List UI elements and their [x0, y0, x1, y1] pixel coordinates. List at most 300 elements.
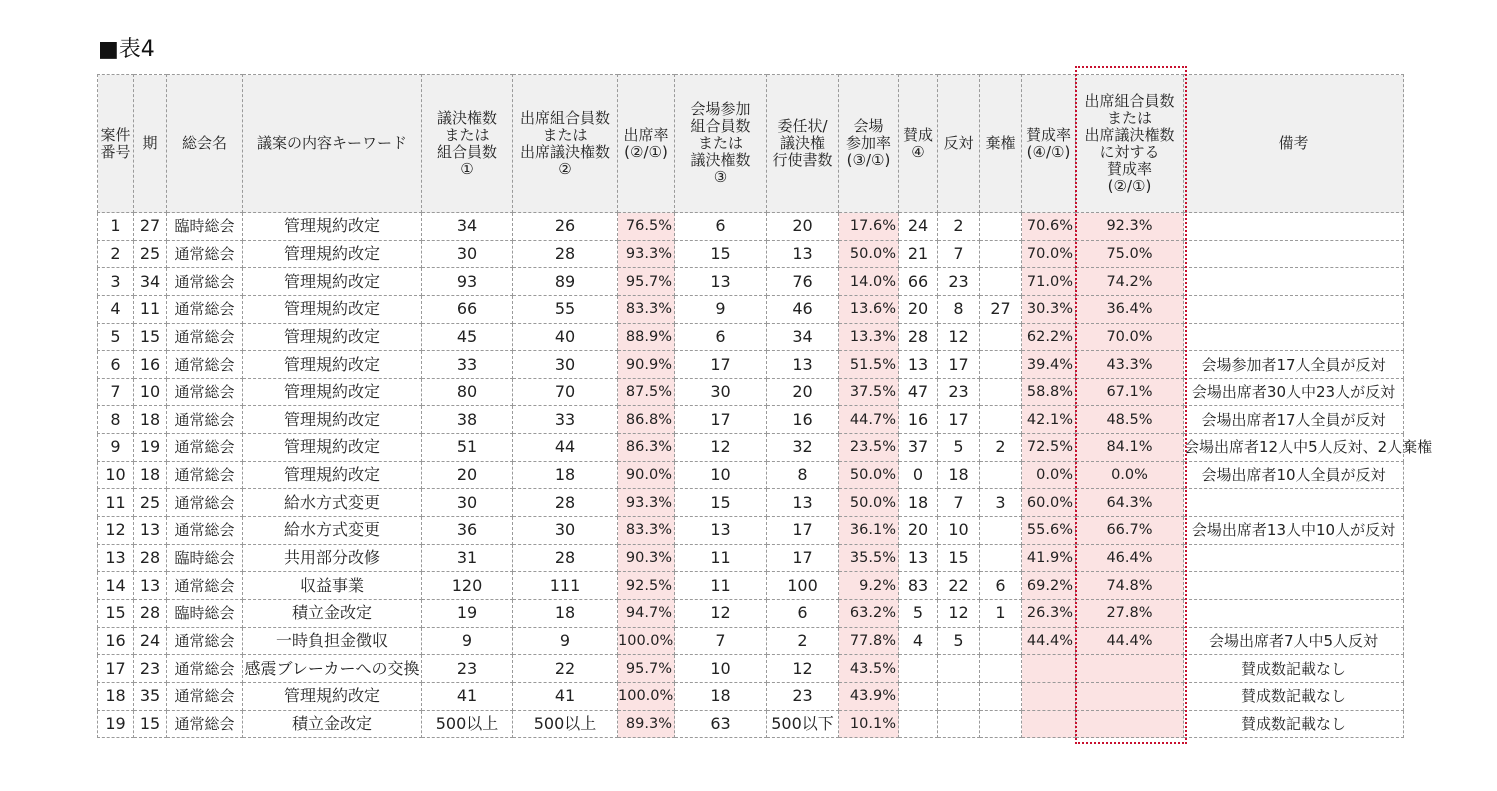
- cell-approve: [899, 655, 938, 683]
- cell-notes: 会場参加者17人全員が反対: [1184, 351, 1404, 379]
- cell-proxy: 76: [767, 268, 839, 296]
- cell-venue: 18: [675, 682, 767, 710]
- cell-approve-rate-attending: 70.0%: [1076, 323, 1184, 351]
- cell-voting-rights: 34: [422, 213, 513, 241]
- cell-approve-rate: 72.5%: [1022, 434, 1076, 462]
- table-row: [98, 434, 1404, 462]
- cell-attend-rate: 93.3%: [618, 240, 675, 268]
- cell-approve: 20: [899, 295, 938, 323]
- cell-abstain: [980, 517, 1022, 545]
- cell-term: 13: [134, 517, 167, 545]
- cell-venue-rate: 37.5%: [839, 378, 899, 406]
- cell-approve-rate-attending: 67.1%: [1076, 378, 1184, 406]
- cell-proxy: 17: [767, 544, 839, 572]
- cell-venue-rate: 44.7%: [839, 406, 899, 434]
- table-row: [98, 295, 1404, 323]
- table-row: [98, 213, 1404, 241]
- cell-attend-rate: 87.5%: [618, 378, 675, 406]
- header-attending-text: 出席組合員数 または 出席議決権数 ②: [519, 108, 610, 178]
- cell-approve-rate-attending: [1076, 682, 1184, 710]
- cell-approve-rate: 62.2%: [1022, 323, 1076, 351]
- cell-venue: 12: [675, 599, 767, 627]
- cell-approve-rate-attending: 44.4%: [1076, 627, 1184, 655]
- cell-term: 24: [134, 627, 167, 655]
- cell-term: 10: [134, 378, 167, 406]
- cell-keyword: 管理規約改定: [243, 268, 422, 296]
- cell-voting-rights: 31: [422, 544, 513, 572]
- cell-meeting: 通常総会: [167, 295, 243, 323]
- cell-voting-rights: 80: [422, 378, 513, 406]
- cell-venue-rate: 13.6%: [839, 295, 899, 323]
- cell-no: 15: [98, 599, 134, 627]
- cell-meeting: 臨時総会: [167, 599, 243, 627]
- table-row: [98, 572, 1404, 600]
- cell-voting-rights: 93: [422, 268, 513, 296]
- cell-abstain: [980, 268, 1022, 296]
- cell-approve: 18: [899, 489, 938, 517]
- cell-notes: [1184, 599, 1404, 627]
- cell-meeting: 通常総会: [167, 323, 243, 351]
- cell-attending: 55: [513, 295, 618, 323]
- cell-venue-rate: 63.2%: [839, 599, 899, 627]
- cell-attend-rate: 90.3%: [618, 544, 675, 572]
- cell-approve: 66: [899, 268, 938, 296]
- cell-no: 11: [98, 489, 134, 517]
- header-proxy-text: 委任状/ 議決権 行使書数: [772, 117, 833, 169]
- cell-attending: 33: [513, 406, 618, 434]
- cell-approve-rate-attending: 27.8%: [1076, 599, 1184, 627]
- cell-attend-rate: 94.7%: [618, 599, 675, 627]
- cell-keyword: 管理規約改定: [243, 682, 422, 710]
- cell-term: 35: [134, 682, 167, 710]
- cell-no: 1: [98, 213, 134, 241]
- cell-proxy: 6: [767, 599, 839, 627]
- cell-oppose: [938, 682, 980, 710]
- cell-meeting: 通常総会: [167, 682, 243, 710]
- cell-meeting: 通常総会: [167, 240, 243, 268]
- cell-approve-rate: 69.2%: [1022, 572, 1076, 600]
- header-abstain-text: 棄権: [985, 134, 1016, 152]
- cell-abstain: [980, 351, 1022, 379]
- cell-venue: 13: [675, 517, 767, 545]
- header-voting-rights-text: 議決権数 または 組合員数 ①: [436, 108, 497, 178]
- cell-venue-rate: 36.1%: [839, 517, 899, 545]
- cell-proxy: 100: [767, 572, 839, 600]
- cell-venue: 9: [675, 295, 767, 323]
- cell-meeting: 通常総会: [167, 517, 243, 545]
- cell-term: 25: [134, 489, 167, 517]
- cell-venue-rate: 35.5%: [839, 544, 899, 572]
- cell-term: 27: [134, 213, 167, 241]
- cell-attending: 30: [513, 351, 618, 379]
- cell-approve-rate-attending: 64.3%: [1076, 489, 1184, 517]
- cell-keyword: 管理規約改定: [243, 406, 422, 434]
- header-approve-rate-attending-text: 出席組合員数 または 出席議決権数 に対する 賛成率 (②/①): [1084, 91, 1175, 195]
- cell-proxy: 2: [767, 627, 839, 655]
- cell-attend-rate: 83.3%: [618, 295, 675, 323]
- cell-approve-rate: 42.1%: [1022, 406, 1076, 434]
- cell-attending: 18: [513, 599, 618, 627]
- cell-venue: 12: [675, 434, 767, 462]
- cell-attend-rate: 93.3%: [618, 489, 675, 517]
- cell-oppose: 15: [938, 544, 980, 572]
- cell-attend-rate: 86.3%: [618, 434, 675, 462]
- cell-venue: 7: [675, 627, 767, 655]
- cell-voting-rights: 19: [422, 599, 513, 627]
- cell-venue: 13: [675, 268, 767, 296]
- table-row: [98, 378, 1404, 406]
- cell-approve: 21: [899, 240, 938, 268]
- cell-no: 12: [98, 517, 134, 545]
- cell-oppose: 10: [938, 517, 980, 545]
- cell-attending: 30: [513, 517, 618, 545]
- header-abstain: [980, 75, 1022, 213]
- cell-attending: 89: [513, 268, 618, 296]
- cell-no: 9: [98, 434, 134, 462]
- cell-term: 23: [134, 655, 167, 683]
- cell-attending: 500以上: [513, 710, 618, 738]
- cell-approve-rate-attending: 74.2%: [1076, 268, 1184, 296]
- cell-voting-rights: 45: [422, 323, 513, 351]
- cell-abstain: [980, 240, 1022, 268]
- cell-venue: 17: [675, 351, 767, 379]
- cell-venue: 11: [675, 544, 767, 572]
- cell-approve-rate-attending: 43.3%: [1076, 351, 1184, 379]
- cell-attend-rate: 83.3%: [618, 517, 675, 545]
- cell-approve: 13: [899, 544, 938, 572]
- header-proxy: [767, 75, 839, 213]
- header-meeting-text: 総会名: [181, 134, 227, 152]
- cell-attending: 28: [513, 544, 618, 572]
- cell-approve-rate-attending: 36.4%: [1076, 295, 1184, 323]
- cell-venue-rate: 43.9%: [839, 682, 899, 710]
- cell-venue: 17: [675, 406, 767, 434]
- cell-oppose: 8: [938, 295, 980, 323]
- cell-approve: 28: [899, 323, 938, 351]
- cell-approve-rate: 55.6%: [1022, 517, 1076, 545]
- cell-abstain: 6: [980, 572, 1022, 600]
- cell-keyword: 共用部分改修: [243, 544, 422, 572]
- cell-proxy: 34: [767, 323, 839, 351]
- cell-approve-rate: 71.0%: [1022, 268, 1076, 296]
- table-row: [98, 655, 1404, 683]
- cell-attending: 28: [513, 489, 618, 517]
- cell-approve-rate-attending: 75.0%: [1076, 240, 1184, 268]
- cell-attend-rate: 89.3%: [618, 710, 675, 738]
- cell-venue-rate: 51.5%: [839, 351, 899, 379]
- cell-no: 4: [98, 295, 134, 323]
- table-row: [98, 461, 1404, 489]
- cell-no: 13: [98, 544, 134, 572]
- voting-results-table: [97, 74, 1433, 738]
- cell-approve-rate-attending: [1076, 655, 1184, 683]
- table-row: [98, 544, 1404, 572]
- cell-approve-rate-attending: 84.1%: [1076, 434, 1184, 462]
- cell-voting-rights: 38: [422, 406, 513, 434]
- cell-abstain: [980, 461, 1022, 489]
- cell-no: 18: [98, 682, 134, 710]
- cell-term: 28: [134, 544, 167, 572]
- cell-approve-rate-attending: 0.0%: [1076, 461, 1184, 489]
- header-venue: [675, 75, 767, 213]
- cell-approve: 20: [899, 517, 938, 545]
- cell-venue-rate: 23.5%: [839, 434, 899, 462]
- cell-notes: 賛成数記載なし: [1184, 682, 1404, 710]
- cell-abstain: [980, 213, 1022, 241]
- cell-no: 10: [98, 461, 134, 489]
- cell-meeting: 臨時総会: [167, 213, 243, 241]
- cell-oppose: 7: [938, 489, 980, 517]
- cell-term: 34: [134, 268, 167, 296]
- table-row: [98, 406, 1404, 434]
- cell-approve-rate: [1022, 710, 1076, 738]
- header-term-text: 期: [142, 134, 158, 152]
- cell-venue: 11: [675, 572, 767, 600]
- cell-approve-rate: 60.0%: [1022, 489, 1076, 517]
- cell-keyword: 管理規約改定: [243, 378, 422, 406]
- cell-notes: [1184, 240, 1404, 268]
- cell-venue-rate: 50.0%: [839, 461, 899, 489]
- cell-approve-rate-attending: 48.5%: [1076, 406, 1184, 434]
- cell-oppose: 23: [938, 268, 980, 296]
- header-approve-rate: [1022, 75, 1076, 213]
- cell-approve: 5: [899, 599, 938, 627]
- header-approve-text: 賛成 ④: [902, 125, 933, 161]
- cell-voting-rights: 36: [422, 517, 513, 545]
- cell-term: 13: [134, 572, 167, 600]
- cell-attending: 18: [513, 461, 618, 489]
- cell-keyword: 給水方式変更: [243, 489, 422, 517]
- cell-oppose: 5: [938, 434, 980, 462]
- cell-approve: [899, 682, 938, 710]
- cell-attending: 28: [513, 240, 618, 268]
- cell-keyword: 管理規約改定: [243, 323, 422, 351]
- table-row: [98, 351, 1404, 379]
- table-row: [98, 627, 1404, 655]
- cell-no: 6: [98, 351, 134, 379]
- cell-attend-rate: 95.7%: [618, 655, 675, 683]
- cell-abstain: [980, 544, 1022, 572]
- header-attending: [513, 75, 618, 213]
- cell-approve: 4: [899, 627, 938, 655]
- cell-oppose: [938, 710, 980, 738]
- cell-abstain: [980, 323, 1022, 351]
- cell-voting-rights: 30: [422, 240, 513, 268]
- cell-approve: 0: [899, 461, 938, 489]
- cell-notes: 会場出席者17人全員が反対: [1184, 406, 1404, 434]
- cell-approve-rate-attending: [1076, 710, 1184, 738]
- cell-oppose: 18: [938, 461, 980, 489]
- cell-no: 2: [98, 240, 134, 268]
- cell-attending: 70: [513, 378, 618, 406]
- table-row: [98, 268, 1404, 296]
- cell-oppose: 2: [938, 213, 980, 241]
- cell-notes: [1184, 323, 1404, 351]
- cell-voting-rights: 120: [422, 572, 513, 600]
- cell-oppose: [938, 655, 980, 683]
- cell-attending: 26: [513, 213, 618, 241]
- cell-venue-rate: 43.5%: [839, 655, 899, 683]
- cell-attend-rate: 88.9%: [618, 323, 675, 351]
- cell-meeting: 通常総会: [167, 627, 243, 655]
- cell-abstain: [980, 627, 1022, 655]
- cell-notes: 会場出席者10人全員が反対: [1184, 461, 1404, 489]
- cell-meeting: 通常総会: [167, 268, 243, 296]
- table-row: [98, 599, 1404, 627]
- table-row: [98, 710, 1404, 738]
- table-title: ■表4: [98, 37, 155, 62]
- cell-approve-rate: 58.8%: [1022, 378, 1076, 406]
- cell-no: 19: [98, 710, 134, 738]
- cell-term: 25: [134, 240, 167, 268]
- cell-venue: 6: [675, 213, 767, 241]
- table-body: [98, 213, 1433, 738]
- cell-notes: [1184, 295, 1404, 323]
- cell-approve: 16: [899, 406, 938, 434]
- cell-oppose: 17: [938, 351, 980, 379]
- cell-meeting: 通常総会: [167, 351, 243, 379]
- cell-venue-rate: 14.0%: [839, 268, 899, 296]
- cell-no: 8: [98, 406, 134, 434]
- cell-notes: 会場出席者7人中5人反対: [1184, 627, 1404, 655]
- cell-proxy: 20: [767, 378, 839, 406]
- cell-meeting: 通常総会: [167, 434, 243, 462]
- header-keyword-text: 議案の内容キーワード: [256, 134, 407, 152]
- cell-venue: 10: [675, 655, 767, 683]
- cell-venue-rate: 17.6%: [839, 213, 899, 241]
- header-venue-rate: [839, 75, 899, 213]
- cell-approve-rate-attending: 46.4%: [1076, 544, 1184, 572]
- header-attend-rate: [618, 75, 675, 213]
- cell-approve-rate-attending: 74.8%: [1076, 572, 1184, 600]
- header-notes-text: 備考: [1278, 134, 1309, 152]
- cell-proxy: 13: [767, 240, 839, 268]
- header-term: [134, 75, 167, 213]
- cell-oppose: 7: [938, 240, 980, 268]
- header-oppose-text: 反対: [943, 134, 974, 152]
- cell-attend-rate: 92.5%: [618, 572, 675, 600]
- cell-proxy: 13: [767, 351, 839, 379]
- cell-attend-rate: 86.8%: [618, 406, 675, 434]
- cell-approve-rate: 70.6%: [1022, 213, 1076, 241]
- header-voting-rights: [422, 75, 513, 213]
- table-row: [98, 323, 1404, 351]
- cell-approve-rate-attending: 92.3%: [1076, 213, 1184, 241]
- cell-approve: 83: [899, 572, 938, 600]
- cell-term: 19: [134, 434, 167, 462]
- header-approve-rate-text: 賛成率 (④/①): [1025, 125, 1071, 161]
- cell-meeting: 通常総会: [167, 378, 243, 406]
- cell-venue: 15: [675, 489, 767, 517]
- cell-proxy: 23: [767, 682, 839, 710]
- cell-oppose: 17: [938, 406, 980, 434]
- header-meeting: [167, 75, 243, 213]
- table-row: [98, 517, 1404, 545]
- cell-voting-rights: 9: [422, 627, 513, 655]
- cell-term: 18: [134, 406, 167, 434]
- cell-term: 28: [134, 599, 167, 627]
- cell-no: 17: [98, 655, 134, 683]
- cell-meeting: 通常総会: [167, 655, 243, 683]
- cell-attend-rate: 90.9%: [618, 351, 675, 379]
- cell-abstain: [980, 710, 1022, 738]
- cell-meeting: 通常総会: [167, 489, 243, 517]
- cell-proxy: 32: [767, 434, 839, 462]
- cell-voting-rights: 30: [422, 489, 513, 517]
- cell-voting-rights: 33: [422, 351, 513, 379]
- cell-notes: 賛成数記載なし: [1184, 710, 1404, 738]
- cell-meeting: 臨時総会: [167, 544, 243, 572]
- cell-venue: 30: [675, 378, 767, 406]
- cell-proxy: 8: [767, 461, 839, 489]
- cell-keyword: 感震ブレーカーへの交換: [243, 655, 422, 683]
- cell-attend-rate: 100.0%: [618, 682, 675, 710]
- cell-no: 14: [98, 572, 134, 600]
- cell-proxy: 20: [767, 213, 839, 241]
- cell-term: 18: [134, 461, 167, 489]
- cell-attend-rate: 95.7%: [618, 268, 675, 296]
- cell-abstain: 1: [980, 599, 1022, 627]
- cell-venue-rate: 77.8%: [839, 627, 899, 655]
- cell-notes: [1184, 268, 1404, 296]
- cell-proxy: 17: [767, 517, 839, 545]
- cell-approve: [899, 710, 938, 738]
- header-approve: [899, 75, 938, 213]
- header-attend-rate-text: 出席率 (②/①): [623, 125, 669, 161]
- cell-keyword: 管理規約改定: [243, 295, 422, 323]
- cell-attending: 44: [513, 434, 618, 462]
- cell-abstain: [980, 655, 1022, 683]
- cell-approve-rate: 0.0%: [1022, 461, 1076, 489]
- cell-approve-rate: 30.3%: [1022, 295, 1076, 323]
- cell-venue: 15: [675, 240, 767, 268]
- cell-keyword: 給水方式変更: [243, 517, 422, 545]
- cell-keyword: 積立金改定: [243, 599, 422, 627]
- cell-approve-rate: [1022, 655, 1076, 683]
- cell-approve-rate: 39.4%: [1022, 351, 1076, 379]
- cell-notes: [1184, 572, 1404, 600]
- cell-proxy: 13: [767, 489, 839, 517]
- cell-oppose: 5: [938, 627, 980, 655]
- cell-term: 15: [134, 710, 167, 738]
- cell-venue-rate: 13.3%: [839, 323, 899, 351]
- header-venue-text: 会場参加 組合員数 または 議決権数 ③: [690, 100, 751, 186]
- cell-voting-rights: 41: [422, 682, 513, 710]
- cell-abstain: 3: [980, 489, 1022, 517]
- cell-attend-rate: 76.5%: [618, 213, 675, 241]
- cell-keyword: 管理規約改定: [243, 240, 422, 268]
- cell-term: 11: [134, 295, 167, 323]
- cell-no: 7: [98, 378, 134, 406]
- header-approve-rate-attending: [1076, 75, 1184, 213]
- cell-venue: 63: [675, 710, 767, 738]
- cell-keyword: 積立金改定: [243, 710, 422, 738]
- cell-notes: 会場出席者30人中23人が反対: [1184, 378, 1404, 406]
- table-row: [98, 489, 1404, 517]
- cell-oppose: 23: [938, 378, 980, 406]
- cell-venue-rate: 10.1%: [839, 710, 899, 738]
- header-case-number: [98, 75, 134, 213]
- cell-attend-rate: 90.0%: [618, 461, 675, 489]
- cell-venue-rate: 50.0%: [839, 240, 899, 268]
- cell-approve-rate: 44.4%: [1022, 627, 1076, 655]
- table-row: [98, 240, 1404, 268]
- cell-proxy: 16: [767, 406, 839, 434]
- cell-keyword: 管理規約改定: [243, 461, 422, 489]
- cell-keyword: 収益事業: [243, 572, 422, 600]
- cell-oppose: 22: [938, 572, 980, 600]
- cell-voting-rights: 66: [422, 295, 513, 323]
